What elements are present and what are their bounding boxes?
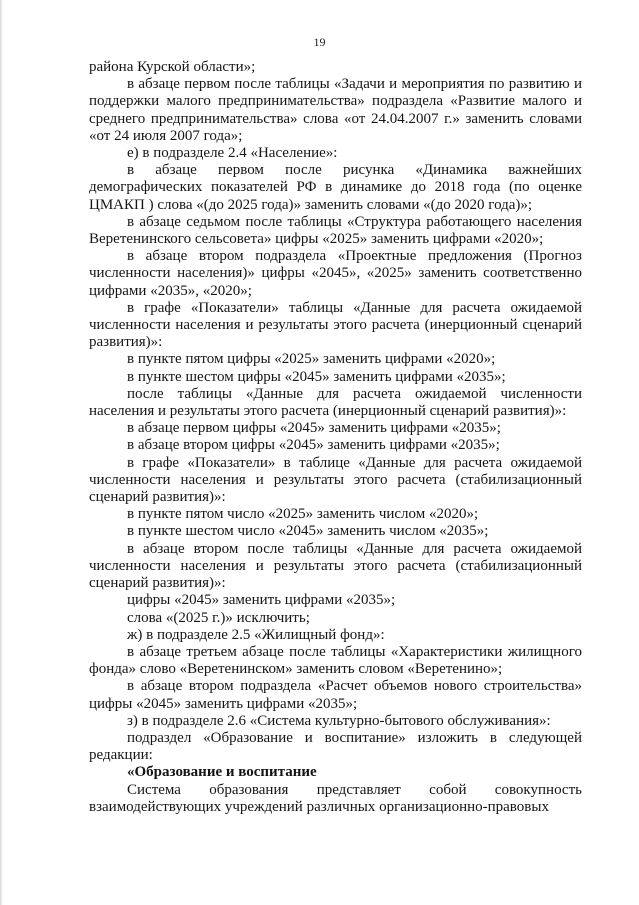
paragraph-indicators-inertial: в графе «Показатели» таблицы «Данные для расчета ожидаемой численности населения и результаты этого расчета (инерционный сценарий развития)»: [89, 299, 582, 351]
paragraph-item-five-inertial: в пункте пятом цифры «2025» заменить цифрами «2020»; [127, 351, 496, 368]
page-number: 19 [313, 35, 326, 49]
scan-edge-shadow [0, 0, 3, 905]
paragraph-subsection-services: з) в подразделе 2.6 «Система культурно-бытового обслуживания»: [127, 712, 551, 729]
paragraph-item-six-stabilization: в пункте шестом число «2045» заменить числом «2035»; [127, 523, 489, 540]
paragraph-subsection-population: е) в подразделе 2.4 «Население»: [127, 145, 338, 162]
paragraph-words-exclude: слова «(2025 г.)» исключить; [127, 609, 310, 626]
paragraph-item-six-inertial: в пункте шестом цифры «2045» заменить цифрами «2035»; [127, 368, 506, 385]
paragraph-second-abzac: в абзаце втором цифры «2045» заменить цифрами «2035»; [127, 437, 500, 454]
paragraph-district-end: района Курской области»; [89, 59, 256, 75]
paragraph-subsection-housing: ж) в подразделе 2.5 «Жилищный фонд»: [127, 626, 385, 643]
paragraph-indicators-stabilization: в графе «Показатели» в таблице «Данные для расчета ожидаемой численности населения и результаты этого расчета (стабилизационный сценарий развития)»: [89, 454, 582, 506]
paragraph-housing-characteristics: в абзаце третьем абзаце после таблицы «Характеристики жилищного фонда» слово «Веретенинском» заменить словом «Веретенино»; [89, 643, 582, 678]
paragraph-item-five-stabilization: в пункте пятом число «2025» заменить числом «2020»; [127, 506, 479, 523]
paragraph-after-table-inertial: после таблицы «Данные для расчета ожидаемой численности населения и результаты этого расчета (инерционный сценарий развития)»: [89, 385, 582, 420]
document-body [89, 59, 582, 816]
paragraph-digits-replace: цифры «2045» заменить цифрами «2035»; [127, 592, 396, 609]
paragraph-after-table-stabilization: в абзаце втором после таблицы «Данные для расчета ожидаемой численности населения и результаты этого расчета (стабилизационный сценарий развития)»: [89, 540, 582, 592]
section-heading-education: «Образование и воспитание [127, 764, 317, 781]
paragraph-new-construction: в абзаце втором подраздела «Расчет объемов нового строительства» цифры «2045» заменить цифрами «2035»; [89, 678, 582, 712]
paragraph-working-population: в абзаце седьмом после таблицы «Структура работающего населения Веретенинского сельсовета» цифры «2025» заменить цифрами «2020»; [89, 213, 582, 248]
paragraph-education-redaction: подраздел «Образование и воспитание» изложить в следующей редакции: [89, 729, 582, 764]
paragraph-small-business: в абзаце первом после таблицы «Задачи и мероприятия по развитию и поддержки малого предпринимательства» подраздела «Развитие малого и среднего предпринимательства» слова «от 24.04.2007 г.» заменить словами «от 24 июля 2007 года»; [89, 76, 582, 144]
paragraph-education-system: Система образования представляет собой совокупность взаимодействующих учреждений различных организационно-правовых [89, 781, 582, 815]
paragraph-first-abzac: в абзаце первом цифры «2045» заменить цифрами «2035»; [127, 420, 501, 437]
paragraph-demographics-figure: в абзаце первом после рисунка «Динамика важнейших демографических показателей РФ в динамике до 2018 года (по оценке ЦМАКП ) слова «(до 2025 года)» заменить словами «(до 2020 года)»; [89, 162, 582, 213]
paragraph-project-proposals: в абзаце втором подраздела «Проектные предложения (Прогноз численности населения)» цифры «2045», «2025» заменить соответственно цифрами «2035», «2020»; [89, 248, 582, 299]
